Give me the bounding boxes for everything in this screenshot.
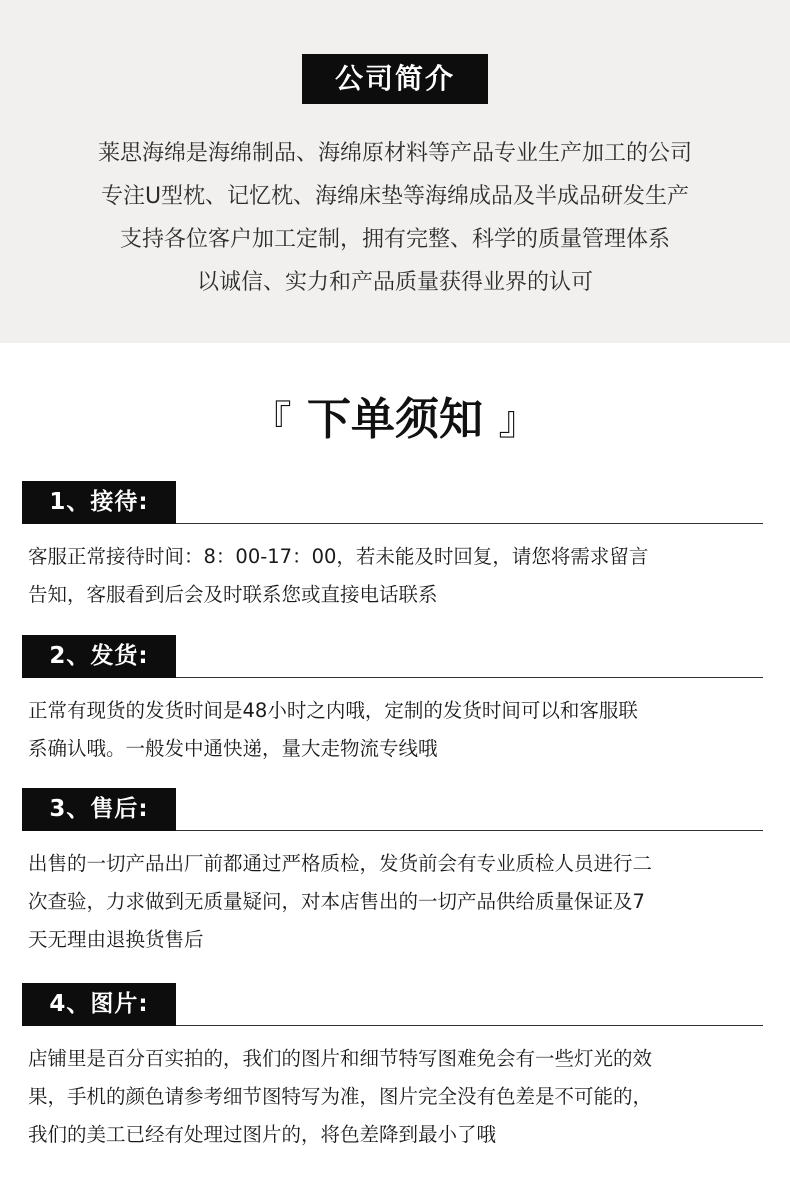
section-line: 出售的一切产品出厂前都通过严格质检，发货前会有专业质检人员进行二 [28,852,653,875]
company-intro-panel [0,0,790,343]
section-header [22,481,763,524]
section-line: 果，手机的颜色请参考细节图特写为准，图片完全没有色差是不可能的， [28,1085,653,1108]
intro-line: 以诚信、实力和产品质量获得业界的认可 [196,270,593,295]
order-notice-title: 下单须知 [307,394,483,445]
right-corner-bracket: 』 [498,398,539,444]
section-line: 次查验，力求做到无质量疑问，对本店售出的一切产品供给质量保证及7 [28,890,645,913]
section-shipping [22,635,763,768]
section-reception [22,481,763,614]
section-header [22,635,763,678]
section-label: 3、售后: [22,788,176,831]
intro-line: 支持各位客户加工定制，拥有完整、科学的质量管理体系 [119,227,670,252]
section-body [28,538,764,614]
section-body [28,692,764,768]
section-header [22,983,763,1026]
section-line: 客服正常接待时间：8：00-17：00，若未能及时回复，请您将需求留言 [28,545,649,568]
section-body [28,1040,764,1154]
order-notice-heading [0,392,790,449]
section-line: 正常有现货的发货时间是48小时之内哦，定制的发货时间可以和客服联 [28,699,638,722]
section-label: 4、图片: [22,983,176,1026]
left-corner-bracket: 『 [251,398,292,444]
section-line: 系确认哦。一般发中通快递，量大走物流专线哦 [28,737,438,760]
section-line: 店铺里是百分百实拍的，我们的图片和细节特写图难免会有一些灯光的效 [28,1047,653,1070]
intro-line: 专注U型枕、记忆枕、海绵床垫等海绵成品及半成品研发生产 [100,184,690,209]
section-line: 天无理由退换货售后 [28,928,204,951]
company-intro-text [0,132,790,304]
section-line: 告知，客服看到后会及时联系您或直接电话联系 [28,583,438,606]
section-body [28,845,764,959]
section-header [22,788,763,831]
section-label: 2、发货: [22,635,176,678]
section-pictures [22,983,763,1154]
section-label: 1、接待: [22,481,176,524]
section-after-sales [22,788,763,959]
section-line: 我们的美工已经有处理过图片的，将色差降到最小了哦 [28,1123,497,1146]
company-intro-title: 公司简介 [302,54,488,104]
intro-line: 莱思海绵是海绵制品、海绵原材料等产品专业生产加工的公司 [97,141,692,166]
